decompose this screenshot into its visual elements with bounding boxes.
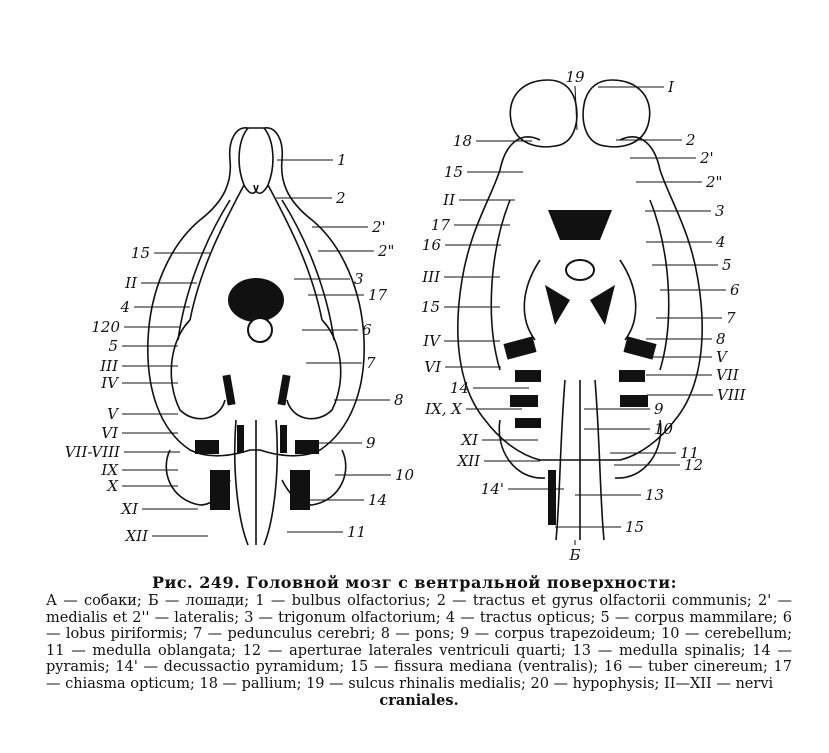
dog-label-r-0: 1 bbox=[337, 151, 347, 169]
dog-label-l-4: 5 bbox=[108, 337, 118, 355]
dog-label-l-2: 4 bbox=[120, 298, 130, 316]
horse-label-l-3: 17 bbox=[430, 216, 450, 234]
horse-label-l-8: VI bbox=[424, 358, 441, 376]
horse-label-r-15: 11 bbox=[680, 444, 700, 462]
horse-label-r-3: 2" bbox=[706, 173, 723, 191]
horse-label-l-6: 15 bbox=[420, 298, 440, 316]
dog-label-l-5: III bbox=[100, 357, 118, 375]
horse-label-r-17: 13 bbox=[645, 486, 665, 504]
horse-label-l-4: 16 bbox=[421, 236, 441, 254]
figure-caption-body bbox=[46, 593, 792, 709]
dog-label-r-11: 14 bbox=[368, 491, 388, 509]
horse-label-r-14: 10 bbox=[654, 420, 674, 438]
dog-label-l-13: XII bbox=[125, 527, 148, 545]
horse-label-l-9: 14 bbox=[449, 379, 469, 397]
horse-label-l-1: 15 bbox=[443, 163, 463, 181]
horse-label-l-2: II bbox=[443, 191, 455, 209]
figure-caption-title bbox=[0, 573, 829, 592]
dog-label-l-1: II bbox=[125, 274, 137, 292]
horse-label-r-6: 5 bbox=[722, 256, 732, 274]
caption-legend: А — собаки; Б — лошади; 1 — bulbus olfactorius; 2 — tractus et gyrus olfactorii communis; 2' — medialis et 2'' — lateralis; 3 — trigonum olfactorium; 4 — tractus opticus; 5 — corpus mammilare; 6 — lobus piriformis; 7 — pedunculus cerebri; 8 — pons; 9 — corpus trapezoideum; 10 — cerebellum; 11 — medulla oblangata; 12 — aperturae laterales ventriculi quarti; 13 — medulla spinalis; 14 — pyramis; 14' — decussactio pyramidum; 15 — fissura mediana (ventralis); 16 — tuber cinereum; 17 — chiasma opticum; 18 — pallium; 19 — sulcus rhinalis medialis; 20 — hypophysis; II—XII — nervi bbox=[46, 593, 792, 692]
horse-label-r-12: VIII bbox=[717, 386, 746, 404]
dog-label-r-4: 3 bbox=[354, 270, 364, 288]
horse-label-l-7: IV bbox=[423, 332, 440, 350]
horse-label-r-8: 7 bbox=[726, 309, 736, 327]
horse-brain-drawing bbox=[458, 80, 702, 540]
figure-number: Рис. 249. bbox=[151, 573, 241, 592]
dog-label-r-5: 17 bbox=[368, 286, 388, 304]
dog-label-r-8: 8 bbox=[394, 391, 404, 409]
horse-label-r-13: 9 bbox=[654, 400, 664, 418]
horse-label-top: 19 bbox=[565, 68, 585, 86]
dog-label-r-2: 2' bbox=[372, 218, 386, 236]
horse-label-r-2: 2' bbox=[700, 149, 714, 167]
caption-last-line: craniales. bbox=[379, 691, 459, 709]
dog-label-r-7: 7 bbox=[366, 354, 376, 372]
horse-label-r-11: VII bbox=[716, 366, 739, 384]
dog-label-l-8: VI bbox=[101, 424, 118, 442]
horse-label-bottom: Б bbox=[569, 546, 581, 564]
dog-label-l-3: 120 bbox=[91, 318, 120, 336]
horse-label-r-0: I bbox=[668, 78, 674, 96]
horse-label-l-11: XI bbox=[461, 431, 478, 449]
dog-label-l-6: IV bbox=[101, 374, 118, 392]
horse-label-r-9: 8 bbox=[716, 330, 726, 348]
horse-label-r-18: 15 bbox=[625, 518, 645, 536]
dog-label-l-0: 15 bbox=[130, 244, 150, 262]
horse-label-r-4: 3 bbox=[715, 202, 725, 220]
dog-label-l-9: VII-VIII bbox=[64, 443, 120, 461]
dog-brain-shading bbox=[195, 278, 319, 510]
horse-label-l-5: III bbox=[422, 268, 440, 286]
horse-label-r-1: 2 bbox=[686, 131, 696, 149]
figure-title: Головной мозг с вентральной поверхности: bbox=[246, 573, 678, 592]
horse-label-r-16: 12 bbox=[684, 456, 704, 474]
horse-label-l-12: XII bbox=[457, 452, 480, 470]
horse-label-l-0: 18 bbox=[452, 132, 472, 150]
horse-label-l-13: 14' bbox=[480, 480, 504, 498]
dog-label-r-9: 9 bbox=[366, 434, 376, 452]
horse-label-r-7: 6 bbox=[730, 281, 740, 299]
dog-label-r-10: 10 bbox=[395, 466, 415, 484]
dog-label-l-12: XI bbox=[121, 500, 138, 518]
dog-label-l-7: V bbox=[107, 405, 118, 423]
dog-label-r-1: 2 bbox=[336, 189, 346, 207]
dog-label-l-10: IX bbox=[101, 461, 118, 479]
dog-label-r-6: 6 bbox=[362, 321, 372, 339]
dog-label-r-12: 11 bbox=[347, 523, 367, 541]
dog-label-r-3: 2" bbox=[378, 242, 395, 260]
horse-label-l-10: IX, X bbox=[425, 400, 462, 418]
horse-label-r-5: 4 bbox=[716, 233, 726, 251]
dog-label-l-11: X bbox=[107, 477, 118, 495]
horse-label-r-10: V bbox=[716, 348, 727, 366]
